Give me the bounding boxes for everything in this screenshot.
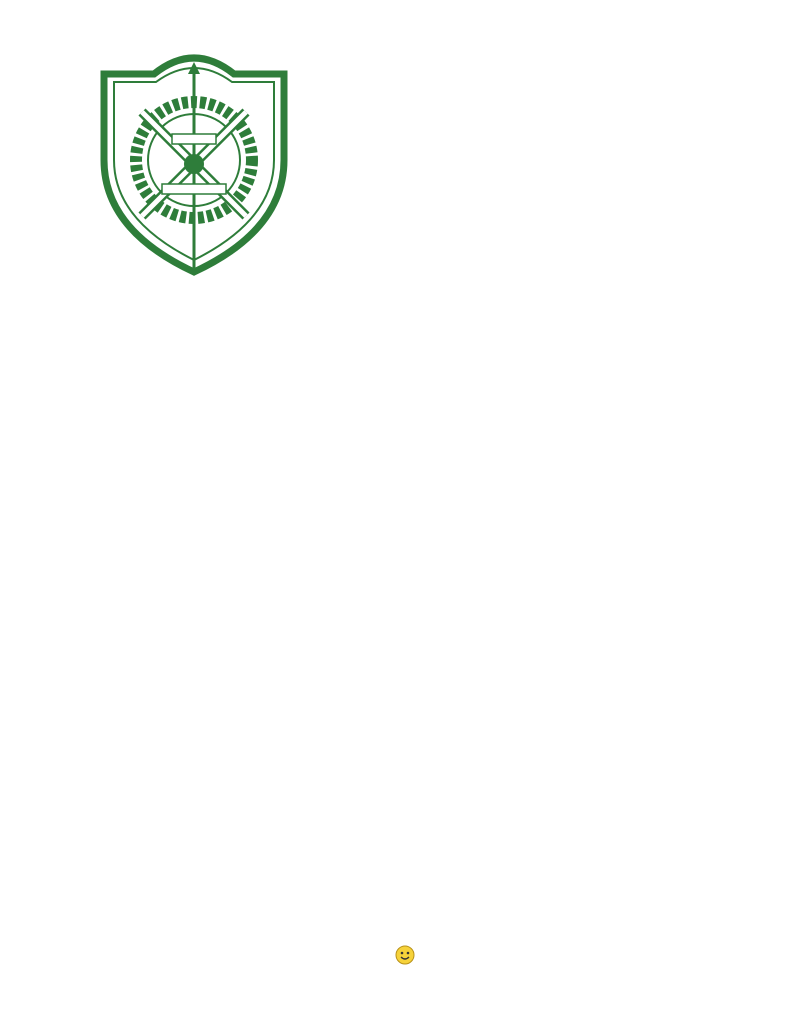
welcome-line — [0, 945, 803, 970]
children-icon — [306, 400, 720, 480]
club-emblem — [96, 40, 292, 278]
dancing-children-illustration — [306, 400, 720, 480]
shield-emblem-icon — [96, 40, 292, 278]
smiley-icon — [395, 945, 415, 970]
